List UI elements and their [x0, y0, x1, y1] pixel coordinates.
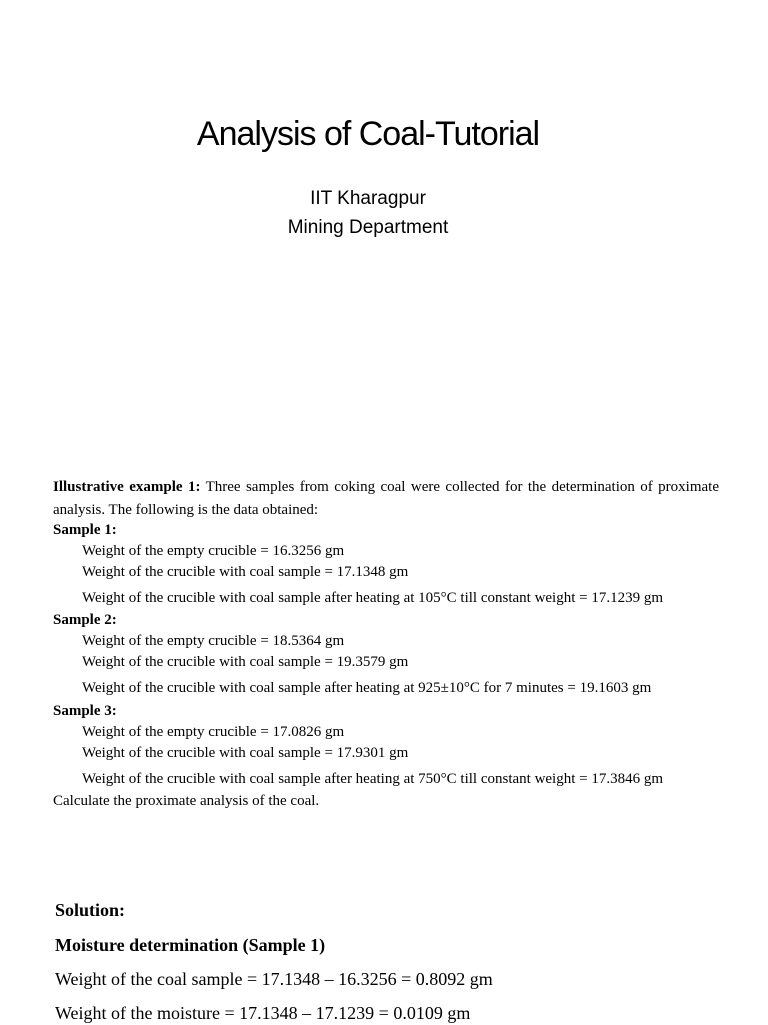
- example-intro-text: Three samples from coking coal were collected for the determination of proximate analysis. The following is the data obtained:: [53, 479, 720, 518]
- sample-3-line: Weight of the crucible with coal sample = 17.9301 gm: [82, 745, 409, 761]
- sample-3-line: Weight of the crucible with coal sample after heating at 750°C till constant weight = 17.3846 gm: [82, 771, 664, 787]
- sample-1-line: Weight of the empty crucible = 16.3256 gm: [82, 543, 345, 559]
- example-label: Illustrative example 1:: [53, 479, 201, 495]
- sample-2-line: Weight of the crucible with coal sample after heating at 925±10°C for 7 minutes = 19.1603 gm: [82, 680, 652, 696]
- sample-3-heading: Sample 3:: [53, 703, 117, 719]
- sample-1-line: Weight of the crucible with coal sample after heating at 105°C till constant weight = 17.1239 gm: [82, 590, 664, 606]
- sample-3-line: Weight of the empty crucible = 17.0826 gm: [82, 724, 345, 740]
- example-intro-paragraph: [53, 476, 719, 522]
- solution-subheading: Moisture determination (Sample 1): [55, 935, 326, 955]
- department-name: Mining Department: [287, 217, 449, 238]
- sample-2-heading: Sample 2:: [53, 612, 117, 628]
- sample-1-heading: Sample 1:: [53, 522, 117, 538]
- solution-line: Weight of the coal sample = 17.1348 – 16.3256 = 0.8092 gm: [55, 969, 493, 989]
- institution-name: IIT Kharagpur: [310, 188, 426, 209]
- solution-line: Weight of the moisture = 17.1348 – 17.1239 = 0.0109 gm: [55, 1003, 471, 1023]
- sample-2-line: Weight of the crucible with coal sample = 19.3579 gm: [82, 654, 409, 670]
- example-question: Calculate the proximate analysis of the coal.: [53, 793, 320, 809]
- sample-1-line: Weight of the crucible with coal sample = 17.1348 gm: [82, 564, 409, 580]
- solution-heading: Solution:: [55, 900, 126, 920]
- sample-2-line: Weight of the empty crucible = 18.5364 gm: [82, 633, 345, 649]
- slide-title: Analysis of Coal-Tutorial: [196, 115, 540, 153]
